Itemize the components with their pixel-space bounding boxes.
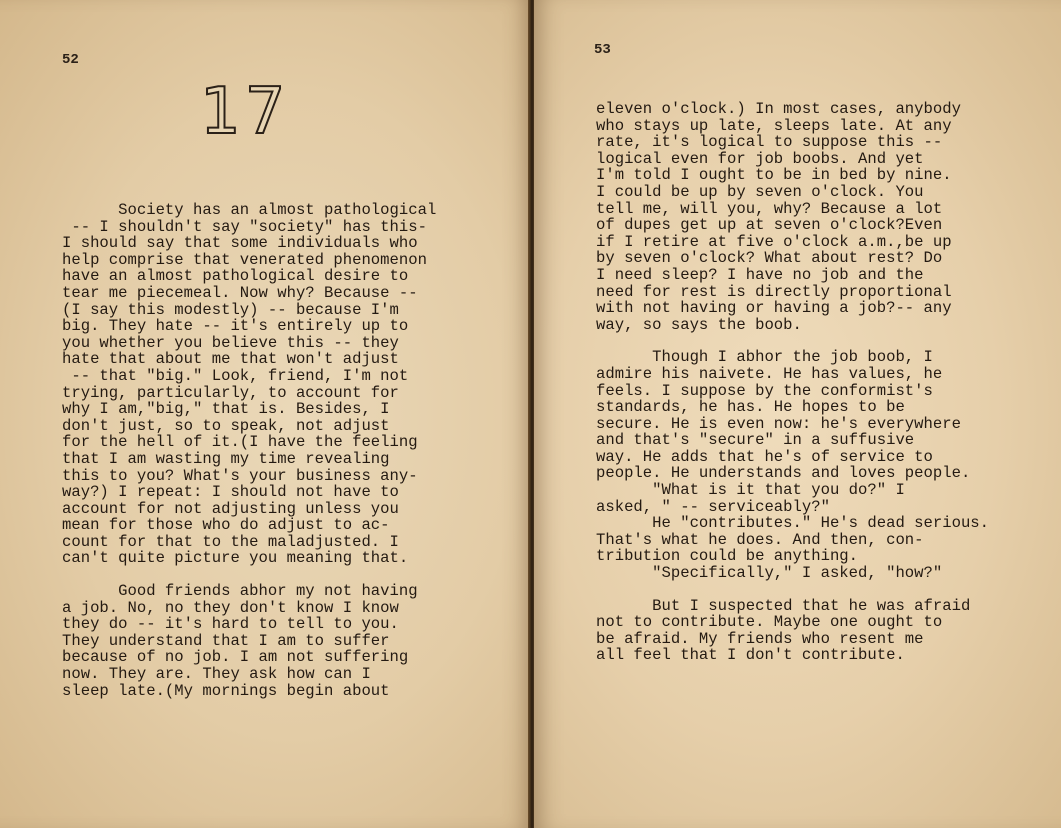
text-line: trying, particularly, to account for (62, 383, 399, 402)
text-line: because of no job. I am not suffering (62, 648, 409, 667)
left-page-text (62, 202, 436, 699)
paragraph (596, 598, 989, 664)
text-line: if I retire at five o'clock a.m.,be up (596, 232, 952, 251)
text-line: But I suspected that he was afraid (596, 596, 971, 615)
text-line: I need sleep? I have no job and the (596, 265, 924, 284)
text-line: admire his naivete. He has values, he (596, 364, 943, 383)
text-line: He "contributes." He's dead serious. (596, 514, 990, 533)
text-line: people. He understands and loves people. (596, 464, 971, 483)
paragraph-gap (596, 333, 989, 349)
text-line: -- I shouldn't say "society" has this- (62, 217, 427, 236)
text-line: I could be up by seven o'clock. You (596, 182, 924, 201)
text-line: with not having or having a job?-- any (596, 299, 952, 318)
text-line: standards, he has. He hopes to be (596, 398, 905, 417)
text-line: feels. I suppose by the conformist's (596, 381, 933, 400)
text-line: Good friends abhor my not having (62, 582, 418, 601)
text-line: -- that "big." Look, friend, I'm not (62, 366, 409, 385)
paragraph-gap (62, 567, 436, 583)
text-line: and that's "secure" in a suffusive (596, 431, 915, 450)
text-line: this to you? What's your business any- (62, 466, 418, 485)
text-line: can't quite picture you meaning that. (62, 549, 409, 568)
text-line: that I am wasting my time revealing (62, 449, 390, 468)
text-line: have an almost pathological desire to (62, 267, 409, 286)
text-line: hate that about me that won't adjust (62, 350, 399, 369)
paragraph (596, 349, 989, 581)
text-line: secure. He is even now: he's everywhere (596, 414, 961, 433)
text-line: big. They hate -- it's entirely up to (62, 317, 409, 336)
text-line: I should say that some individuals who (62, 234, 418, 253)
right-page-text (596, 101, 989, 664)
text-line: (I say this modestly) -- because I'm (62, 300, 399, 319)
right-page (534, 0, 1061, 828)
text-line: "Specifically," I asked, "how?" (596, 564, 943, 583)
text-line: tribution could be anything. (596, 547, 859, 566)
paragraph (62, 202, 436, 567)
paragraph (62, 583, 436, 699)
text-line: don't just, so to speak, not adjust (62, 416, 390, 435)
text-line: That's what he does. And then, con- (596, 530, 924, 549)
text-line: rate, it's logical to suppose this -- (596, 133, 943, 152)
text-line: now. They are. They ask how can I (62, 665, 371, 684)
text-line: tell me, will you, why? Because a lot (596, 199, 943, 218)
text-line: count for that to the maladjusted. I (62, 532, 399, 551)
text-line: eleven o'clock.) In most cases, anybody (596, 100, 961, 118)
text-line: a job. No, no they don't know I know (62, 598, 399, 617)
text-line: They understand that I am to suffer (62, 631, 390, 650)
text-line: way?) I repeat: I should not have to (62, 483, 399, 502)
text-line: for the hell of it.(I have the feeling (62, 433, 418, 452)
text-line: mean for those who do adjust to ac- (62, 516, 390, 535)
text-line: they do -- it's hard to tell to you. (62, 615, 399, 634)
text-line: account for not adjusting unless you (62, 499, 399, 518)
text-line: all feel that I don't contribute. (596, 646, 905, 665)
text-line: Though I abhor the job boob, I (596, 348, 933, 367)
text-line: be afraid. My friends who resent me (596, 629, 924, 648)
text-line: I'm told I ought to be in bed by nine. (596, 166, 952, 185)
text-line: of dupes get up at seven o'clock?Even (596, 216, 943, 235)
text-line: tear me piecemeal. Now why? Because -- (62, 283, 418, 302)
text-line: asked, " -- serviceably?" (596, 497, 830, 516)
left-page-number: 52 (62, 52, 79, 68)
text-line: Society has an almost pathological (62, 201, 437, 219)
text-line: you whether you believe this -- they (62, 333, 399, 352)
text-line: help comprise that venerated phenomenon (62, 250, 427, 269)
right-page-number: 53 (594, 42, 611, 58)
chapter-number: 17 (200, 75, 290, 149)
text-line: way. He adds that he's of service to (596, 447, 933, 466)
text-line: by seven o'clock? What about rest? Do (596, 249, 943, 268)
text-line: why I am,"big," that is. Besides, I (62, 400, 390, 419)
text-line: need for rest is directly proportional (596, 282, 952, 301)
text-line: not to contribute. Maybe one ought to (596, 613, 943, 632)
paragraph-gap (596, 582, 989, 598)
text-line: way, so says the boob. (596, 315, 802, 334)
text-line: who stays up late, sleeps late. At any (596, 116, 952, 135)
text-line: "What is it that you do?" I (596, 481, 905, 500)
paragraph (596, 101, 989, 333)
text-line: sleep late.(My mornings begin about (62, 681, 390, 700)
text-line: logical even for job boobs. And yet (596, 149, 924, 168)
